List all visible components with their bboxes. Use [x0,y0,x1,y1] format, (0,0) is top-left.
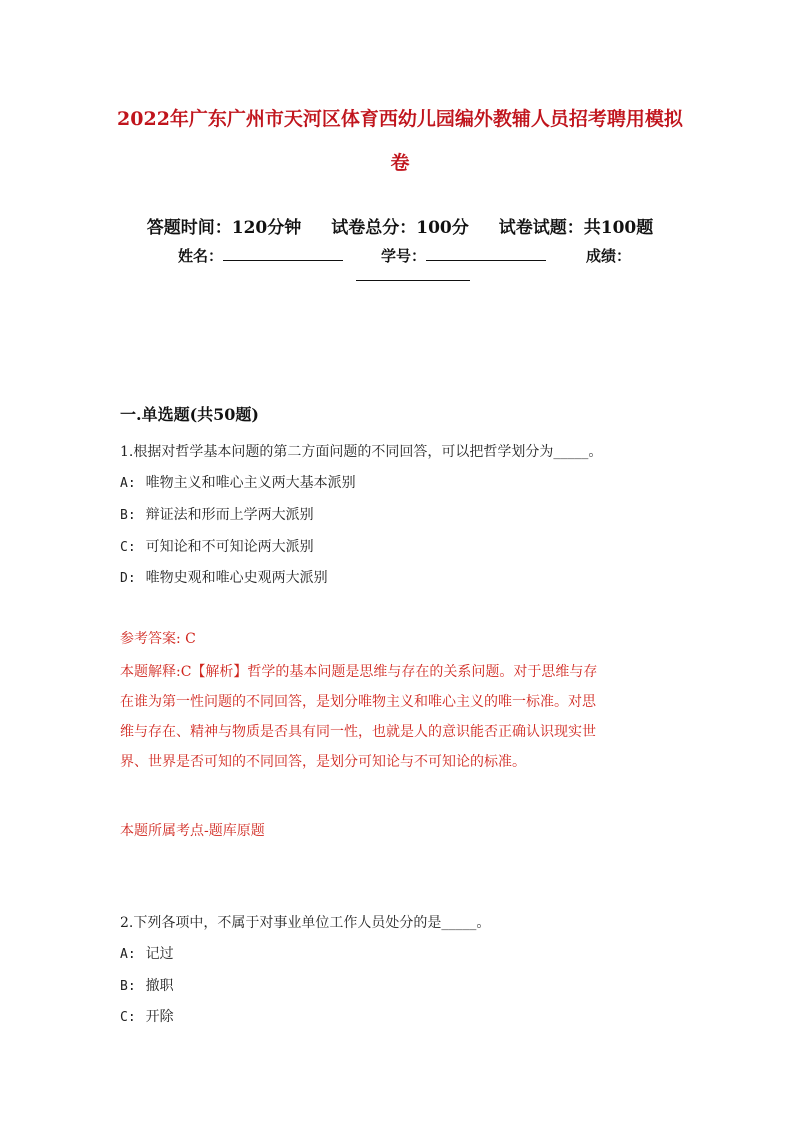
question-1-option-c [120,536,314,556]
option-text: 撤职 [145,978,174,994]
exam-total-score: 试卷总分：100分 [331,218,469,238]
name-blank [223,246,343,261]
question-1-option-a [120,472,356,492]
question-2-option-b [120,975,174,995]
option-letter: D: [120,571,136,586]
section-title: 一.单选题(共50题) [120,405,259,424]
explanation-line: 在谁为第一性问题的不同回答，是划分唯物主义和唯心主义的唯一标准。对思 [120,694,596,710]
exam-title-continued: 卷 [390,152,410,174]
option-letter: C: [120,1010,136,1025]
option-letter: A: [120,476,136,491]
exam-title: 2022年广东广州市天河区体育西幼儿园编外教辅人员招考聘用模拟 [117,108,683,130]
question-2-option-c [120,1006,174,1026]
score-blank [356,268,470,281]
exam-question-count: 试卷试题：共100题 [498,218,654,238]
question-1-option-d [120,567,328,587]
question-1-explanation [120,657,680,777]
question-1-stem: 1.根据对哲学基本问题的第二方面问题的不同回答，可以把哲学划分为_____。 [120,444,603,460]
score-label: 成绩： [586,247,632,265]
name-label: 姓名： [178,247,224,265]
option-text: 唯物主义和唯心主义两大基本派别 [145,475,356,491]
option-letter: B: [120,508,136,523]
option-text: 唯物史观和唯心史观两大派别 [145,570,328,586]
option-text: 记过 [145,946,174,962]
explanation-line: 界、世界是否可知的不同回答，是划分可知论与不可知论的标准。 [120,754,526,770]
option-letter: B: [120,979,136,994]
exam-meta [0,213,800,238]
option-text: 开除 [145,1009,174,1025]
question-1-answer: 参考答案: C [120,631,196,647]
option-text: 可知论和不可知论两大派别 [145,539,314,555]
explanation-line: 本题解释:C【解析】哲学的基本问题是思维与存在的关系问题。对于思维与存 [120,664,598,680]
student-fields [178,245,631,266]
question-1-tag: 本题所属考点-题库原题 [120,823,265,839]
question-1-option-b [120,504,314,524]
question-2-stem: 2.下列各项中，不属于对事业单位工作人员处分的是_____。 [120,915,491,931]
option-text: 辩证法和形而上学两大派别 [145,507,314,523]
option-letter: A: [120,947,136,962]
question-2-option-a [120,943,174,963]
option-letter: C: [120,540,136,555]
id-blank [426,246,546,261]
id-label: 学号： [381,247,427,265]
explanation-line: 维与存在、精神与物质是否具有同一性，也就是人的意识能否正确认识现实世 [120,724,596,740]
exam-time: 答题时间：120分钟 [146,218,302,238]
